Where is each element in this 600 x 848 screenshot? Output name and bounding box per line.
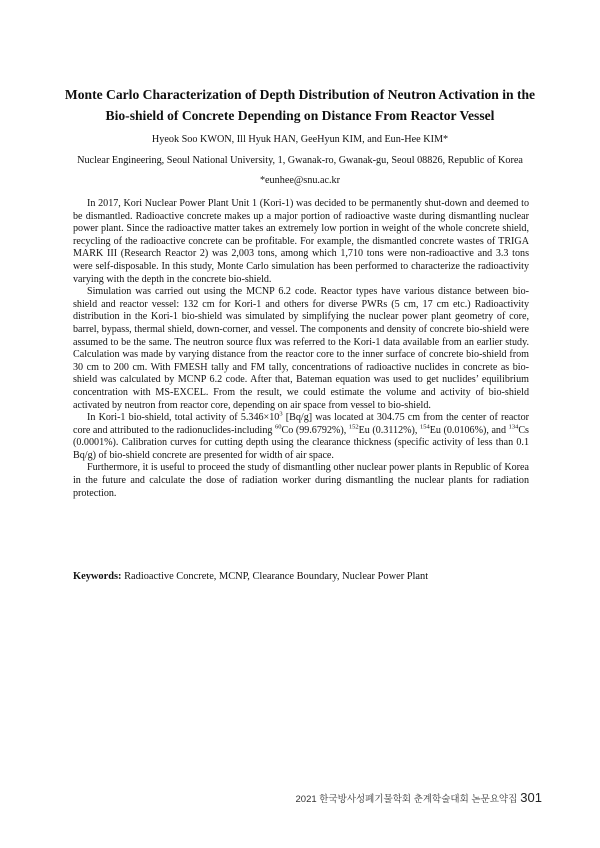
p3-text-3: Co (99.6792%),	[281, 424, 349, 436]
abstract-body	[73, 198, 529, 500]
title-line-1: Monte Carlo Characterization of Depth Distribution of Neutron Activation in the	[64, 87, 536, 102]
p3-text-1: In Kori-1 bio-shield, total activity of 5.346×10	[87, 412, 280, 424]
p3-text-6: Cs (0.0001%). Calibration curves for cutting depth using the clearance thickness (specific activity of less than 0.1 Bq/g) of bio-shield concrete are presented for width of air space.	[73, 424, 529, 461]
paragraph-2: Simulation was carried out using the MCNP 6.2 code. Reactor types have various distance between bio-shield and reactor vessel: 132 cm for Kori-1 and others for diverse PWRs (5 cm, 17 cm etc.) Radioactivity distribution in the Kori-1 bio-shield was simulated by simplifying the nuclear power plant geometry of core, barrel, bypass, thermal shield, down-corner, and vessel. The components and density of concrete bio-shield were assumed to be the same. The neutron source flux was referred to the Kori-1 data available from an earlier study. Calculation was made by varying distance from the reactor core to the inner surface of concrete bio-shield from 30 cm to 200 cm. With FMESH tally and FM tally, concentrations of radioactive nuclides in concrete as bio-shield was calculated by MCNP 6.2 code. After that, Bateman equation was used to get nuclides’ equilibrium concentration with MS-EXCEL. From the result, we could estimate the volume and activity of bio-shield activated by neutron from reactor core, depending on air space from vessel to bio-shield.	[73, 286, 529, 411]
title-line-2: Bio-shield of Concrete Depending on Distance From Reactor Vessel	[105, 108, 495, 123]
p3-sup-exponent: 3	[279, 410, 283, 418]
keywords-text: Radioactive Concrete, MCNP, Clearance Boundary, Nuclear Power Plant	[121, 571, 429, 582]
p3-text-4: Eu (0.3112%),	[358, 424, 420, 436]
paper-title	[60, 84, 540, 126]
keywords	[73, 570, 529, 583]
p3-text-2: [Bq/g] was located at 304.75 cm from the center of reactor core and attributed to the radionuclides-including	[73, 412, 529, 436]
p3-text-5: Eu (0.0106%), and	[429, 424, 509, 436]
paragraph-4: Furthermore, it is useful to proceed the study of dismantling other nuclear power plants in Republic of Korea in the future and calculate the dose of radiation worker during dismantling the nuclear plants for radiation protection.	[73, 462, 529, 499]
paragraph-3	[73, 412, 529, 462]
authors: Hyeok Soo KWON, Ill Hyuk HAN, GeeHyun KIM, and Eun-Hee KIM*	[151, 134, 449, 145]
p3-sup-eu154: 154	[419, 423, 430, 431]
keywords-label: Keywords:	[73, 571, 122, 582]
page-footer	[296, 790, 542, 805]
affiliation: Nuclear Engineering, Seoul National University, 1, Gwanak-ro, Gwanak-gu, Seoul 08826, Republic of Korea	[77, 155, 523, 166]
p3-sup-eu152: 152	[348, 423, 359, 431]
p3-sup-co60: 60	[275, 423, 282, 431]
p3-sup-cs134: 134	[508, 423, 519, 431]
paragraph-1: In 2017, Kori Nuclear Power Plant Unit 1 (Kori-1) was decided to be permanently shut-down and deemed to be dismantled. Radioactive concrete makes up a major portion of radioactive waste during dismantling nuclear power plant. Since the radioactive matter takes an extremely low portion in weight of the whole concrete shield, recycling of the radioactive concrete can be profitable. For example, the dismantled concrete wastes of TRIGA MARK III (Research Reactor 2) was 2,003 tons, among which 1,710 tons were non-radioactive and 3.3 tons were self-disposable. In this study, Monte Carlo simulation has been performed to characterize the radioactivity varying with the depth in the concrete bio-shield.	[73, 198, 529, 285]
conference-name: 2021 한국방사성폐기물학회 춘계학술대회 논문요약집	[295, 794, 518, 805]
page-number: 301	[520, 790, 542, 805]
corresponding-email: *eunhee@snu.ac.kr	[259, 175, 341, 186]
